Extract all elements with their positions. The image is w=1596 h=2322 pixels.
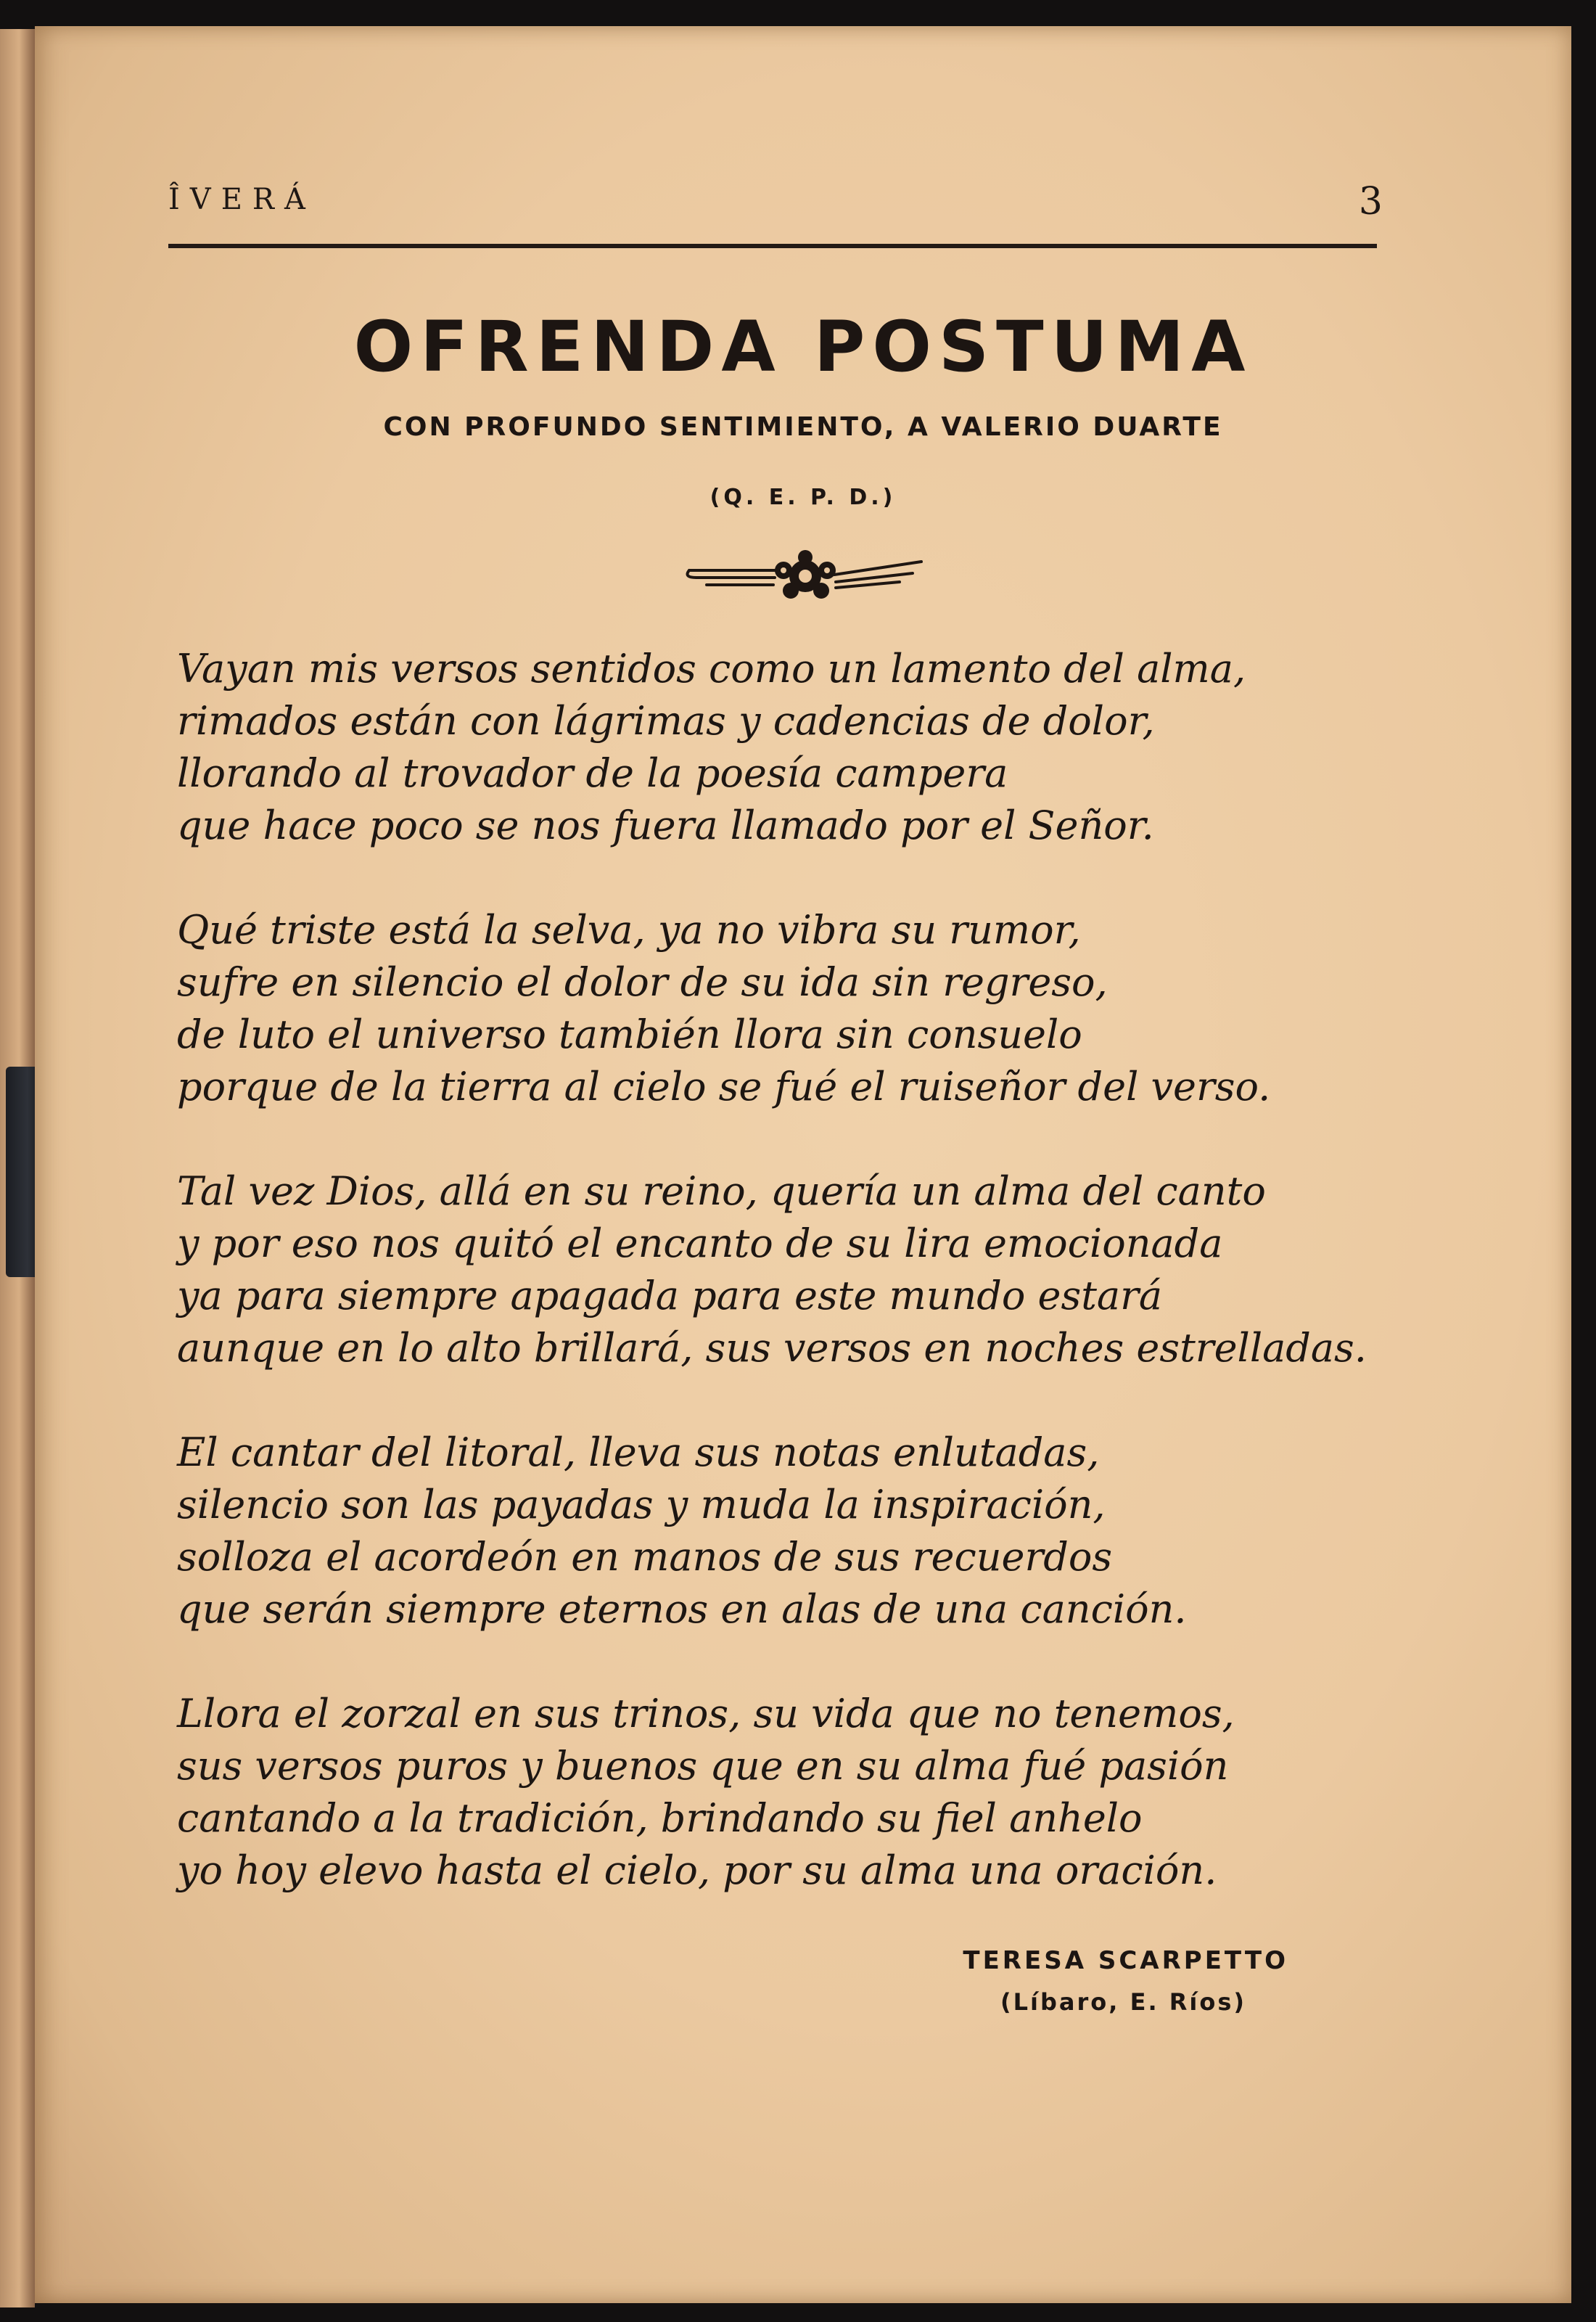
verse-line: de luto el universo también llora sin consuelo — [177, 1012, 1082, 1057]
author-location: (Líbaro, E. Ríos) — [1000, 1988, 1246, 2016]
verse-line: solloza el acordeón en manos de sus recuerdos — [177, 1534, 1113, 1580]
stanza — [177, 1165, 1410, 1374]
verse-line: sufre en silencio el dolor de su ida sin regreso, — [177, 959, 1108, 1005]
magazine-page — [35, 26, 1571, 2303]
verse-line: porque de la tierra al cielo se fué el ruiseñor del verso. — [177, 1064, 1271, 1109]
stanza — [177, 643, 1410, 852]
verse-line: ya para siempre apagada para este mundo estará — [177, 1273, 1163, 1318]
author-signature: TERESA SCARPETTO — [963, 1946, 1288, 1975]
verse-line: silencio son las payadas y muda la inspiración, — [177, 1482, 1106, 1527]
header-rule — [168, 244, 1377, 248]
verse-line: y por eso nos quitó el encanto de su lira emocionada — [177, 1221, 1223, 1266]
verse-line: aunque en lo alto brillará, sus versos en noches estrelladas. — [177, 1325, 1367, 1371]
running-head: ÎVERÁ — [168, 183, 316, 216]
poem-body — [177, 643, 1410, 1949]
verse-line: El cantar del litoral, lleva sus notas enlutadas, — [177, 1429, 1100, 1475]
verse-line: que serán siempre eternos en alas de una canción. — [177, 1586, 1187, 1632]
stanza — [177, 1688, 1410, 1897]
verse-line: cantando a la tradición, brindando su fiel anhelo — [177, 1795, 1143, 1841]
verse-line: Tal vez Dios, allá en su reino, quería un alma del canto — [177, 1168, 1266, 1214]
verse-line: Qué triste está la selva, ya no vibra su rumor, — [177, 907, 1081, 953]
memorial-abbreviation: (Q. E. P. D.) — [709, 485, 897, 510]
verse-line: que hace poco se nos fuera llamado por el Señor. — [177, 803, 1154, 848]
poem-title: OFRENDA POSTUMA — [353, 306, 1253, 387]
verse-line: rimados están con lágrimas y cadencias de dolor, — [177, 698, 1155, 744]
verse-line: sus versos puros y buenos que en su alma fué pasión — [177, 1743, 1229, 1789]
stanza — [177, 904, 1410, 1113]
floral-divider-ornament-icon — [682, 546, 929, 608]
page-number: 3 — [1358, 180, 1383, 223]
verse-line: llorando al trovador de la poesía campera — [177, 750, 1008, 796]
dedication-line: CON PROFUNDO SENTIMIENTO, A VALERIO DUARTE — [383, 412, 1223, 442]
verse-line: Vayan mis versos sentidos como un lamento del alma, — [177, 646, 1246, 692]
verse-line: yo hoy elevo hasta el cielo, por su alma una oración. — [177, 1847, 1217, 1893]
stanza — [177, 1427, 1410, 1636]
verse-line: Llora el zorzal en sus trinos, su vida que no tenemos, — [177, 1691, 1235, 1736]
